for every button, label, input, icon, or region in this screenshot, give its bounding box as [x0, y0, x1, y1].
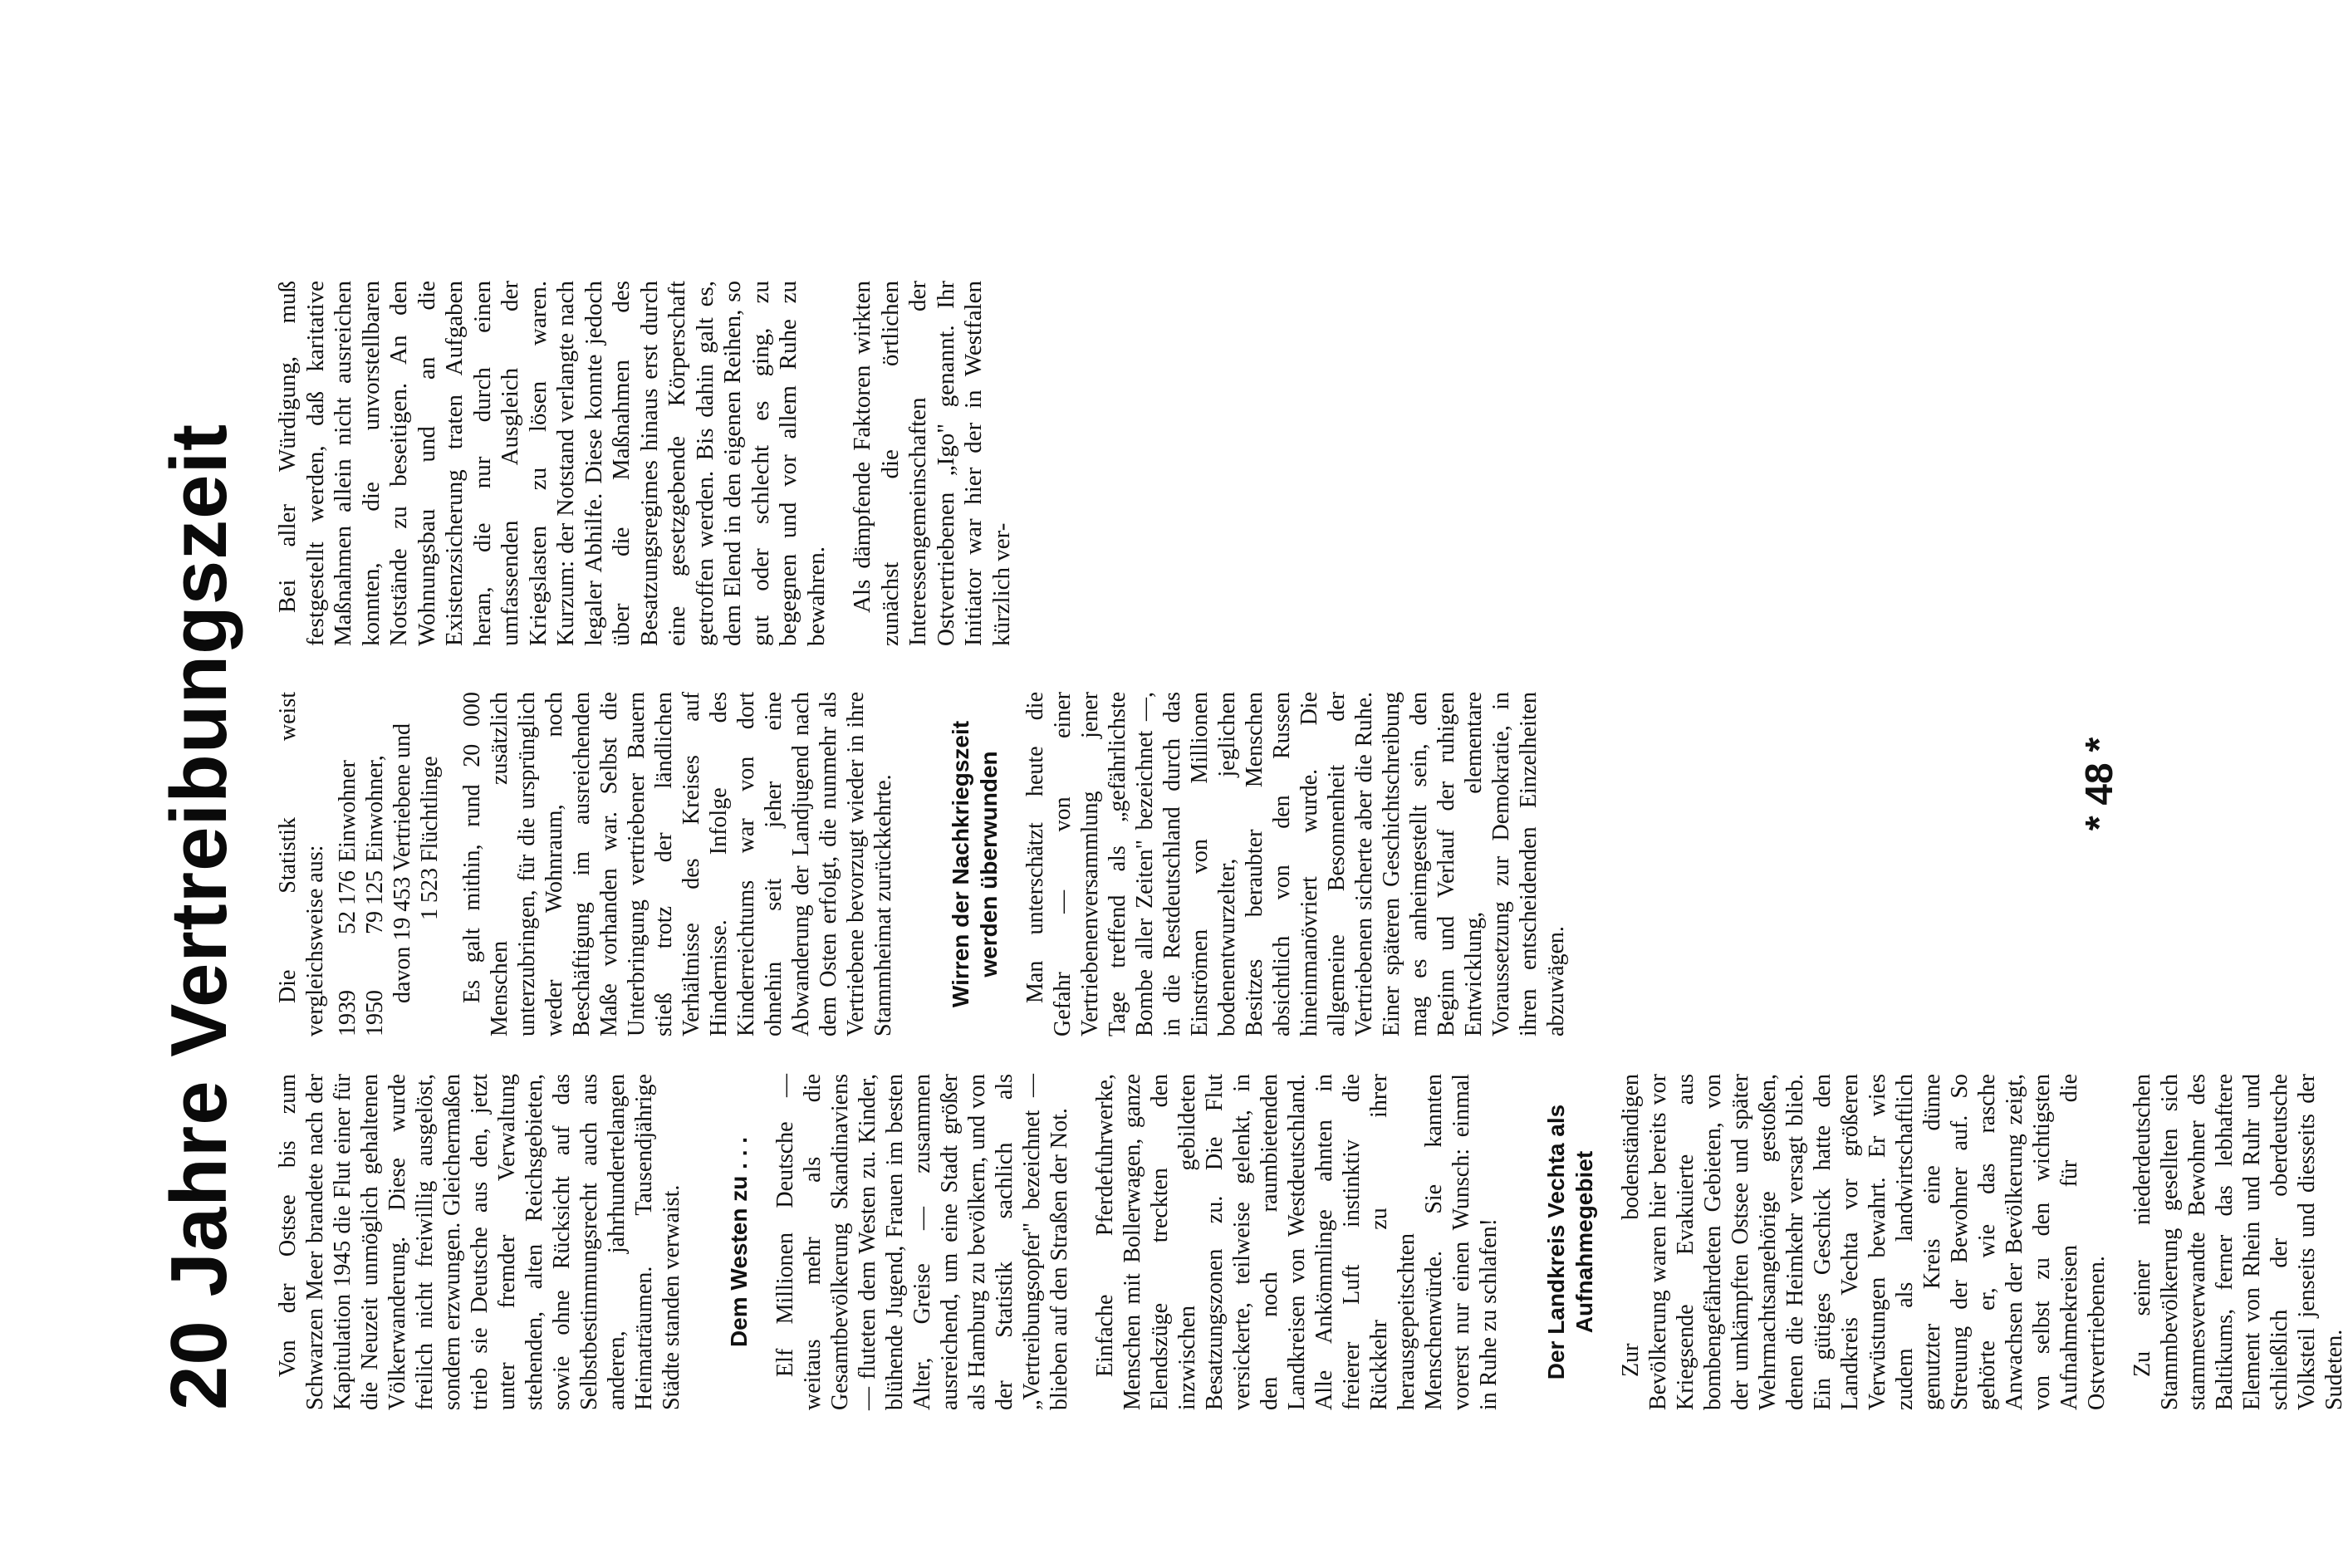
paragraph: Es galt mithin, rund 20 000 Menschen zusätzlich unterzubringen, für die ursprünglich weder Wohnraum, noch Beschäftigung im ausreichenden Maße vorhanden war. Selbst die Unterbringung vertriebener Bauern stieß trotz der ländlichen Verhältnisse des Kreises auf Hindernisse. Infolge des Kinderreichtums war von dort ohnehin seit jeher eine Abwanderung der Landjugend nach dem Osten erfolgt, die nunmehr als Vertriebene bevorzugt wieder in ihre Stammheimat zurückkehrte. — [459, 692, 896, 1036]
paragraph: Einfache Pferdefuhrwerke, Menschen mit Bollerwagen, ganze Elendszüge treckten den inzwischen gebildeten Besatzungszonen zu. Die Flut versickerte, teilweise gelenkt, in den noch raumbietenden Landkreisen von Westdeutschland. Alle Ankömmlinge ahnten in freierer Luft instinktiv die Rückkehr zu ihrer herausgepeitschten Menschenwürde. Sie kannten vorerst nur einen Wunsch: einmal in Ruhe zu schlafen! — [1092, 1074, 1502, 1410]
page-number: * 48 * — [2077, 737, 2120, 831]
paragraph: Zur bodenständigen Bevölkerung waren hier bereits vor Kriegsende Evakuierte aus bombengefährdeten Gebieten, von der umkämpften Ostsee und später Wehrmachtsangehörige gestoßen, denen die Heimkehr versagt blieb. Ein gütiges Geschick hatte den Landkreis Vechta vor größeren Verwüstungen bewahrt. Er wies zudem als landwirtschaftlich genutzter Kreis eine dünne Streuung der Bewohner auf. So gehörte er, wie das rasche Anwachsen der Bevölkerung zeigt, von selbst zu den wichtigsten Aufnahmekreisen für die Ostvertriebenen. — [1618, 1074, 2110, 1410]
text-column-2 — [274, 692, 1570, 1036]
paragraph: Von der Ostsee bis zum Schwarzen Meer brandete nach der Kapitulation 1945 die Flut einer für die Neuzeit unmöglich gehaltenen Völkerwanderung. Diese wurde freilich nicht freiwillig ausgelöst, sondern erzwungen. Gleichermaßen trieb sie Deutsche aus den, jetzt unter fremder Verwaltung stehenden, alten Reichsgebieten, sowie ohne Rücksicht auf das Selbstbestimmungsrecht auch aus anderen, jahrhundertelangen Heimaträumen. Tausendjährige Städte standen verwaist. — [275, 1074, 684, 1410]
paragraph: Zu seiner niederdeutschen Stammbevölkerung gesellten sich stammesverwandte Bewohner des Baltikums, ferner das lebhaftere Element von Rhein und Ruhr und schließlich der oberdeutsche Volksteil jenseits und diesseits der Sudeten. — [2130, 1074, 2347, 1410]
page-title: 20 Jahre Vertreibungszeit — [154, 423, 243, 1410]
text-column-3 — [274, 281, 1016, 646]
paragraph: Man unterschätzt heute die Gefahr — von einer Vertriebenenversammlung jener Tage treffend als „gefährlichste Bombe aller Zeiten" bezeichnet —, in die Restdeutschland durch das Einströmen von Millionen bodenentwurzelter, jeglichen Besitzes beraubter Menschen absichtlich von den Russen hineinmanövriert wurde. Die allgemeine Besonnenheit der Vertriebenen sicherte aber die Ruhe. Einer späteren Geschichtschreibung mag es anheimgestellt sein, den Beginn und Verlauf der ruhigen Entwicklung, elementare Voraussetzung zur Demokratie, in ihren entscheidenden Einzelheiten abzuwägen. — [1022, 692, 1569, 1036]
section-heading-wirren-der-nachkriegszeit — [947, 692, 1003, 1036]
stats-subline: 1 523 Flüchtlinge — [417, 756, 443, 920]
paragraph: Elf Millionen Deutsche — weitaus mehr als die Gesamtbevölkerung Skandinaviens — fluteten dem Westen zu. Kinder, blühende Jugend, Frauen im besten Alter, Greise — zusammen ausreichend, um eine Stadt größer als Hamburg zu bevölkern, und von der Statistik sachlich als „Vertreibungsopfer" bezeichnet — blieben auf den Straßen der Not. — [772, 1074, 1072, 1410]
section-heading-landkreis-vechta: Der Landkreis Vechta als Aufnahmegebiet — [1543, 1104, 1597, 1380]
text-column-1 — [274, 1074, 2348, 1410]
stats-label: Einwohner, — [362, 755, 388, 862]
stats-year: 1939 — [335, 990, 360, 1036]
stats-row — [334, 692, 361, 1036]
paragraph: Die Statistik weist vergleichsweise aus: — [275, 692, 328, 1036]
stats-number: 52 176 — [335, 870, 360, 934]
population-statistics — [334, 692, 444, 1036]
stats-year: 1950 — [362, 990, 388, 1036]
heading-line: werden überwunden — [976, 751, 1002, 978]
heading-line: Wirren der Nachkriegszeit — [948, 720, 973, 1008]
stats-subline: davon 19 453 Vertriebene und — [390, 723, 415, 1003]
paragraph: Bei aller Würdigung, muß festgestellt werden, daß karitative Maßnahmen allein nicht ausreichen konnten, die unvorstellbaren Notstände zu beseitigen. An den Wohnungsbau und an die Existenzsicherung traten Aufgaben heran, die nur durch einen umfassenden Ausgleich der Kriegslasten zu lösen waren. Kurzum: der Notstand verlangte nach legaler Abhilfe. Diese konnte jedoch über die Maßnahmen des Besatzungsregimes hinaus erst durch eine gesetzgebende Körperschaft getroffen werden. Bis dahin galt es, dem Elend in den eigenen Reihen, so gut oder schlecht es ging, zu begegnen und vor allem Ruhe zu bewahren. — [274, 281, 830, 646]
stats-label: Einwohner — [335, 760, 360, 862]
stats-number: 79 125 — [362, 870, 388, 934]
section-heading-dem-westen-zu: Dem Westen zu . . . — [726, 1136, 752, 1348]
stats-row — [361, 692, 389, 1036]
paragraph: Als dämpfende Faktoren wirkten zunächst die örtlichen Interessengemeinschaften der Ostvertriebenen „Igo" genannt. Ihr Initiator war hier der in Westfalen kürzlich ver- — [849, 281, 1015, 646]
